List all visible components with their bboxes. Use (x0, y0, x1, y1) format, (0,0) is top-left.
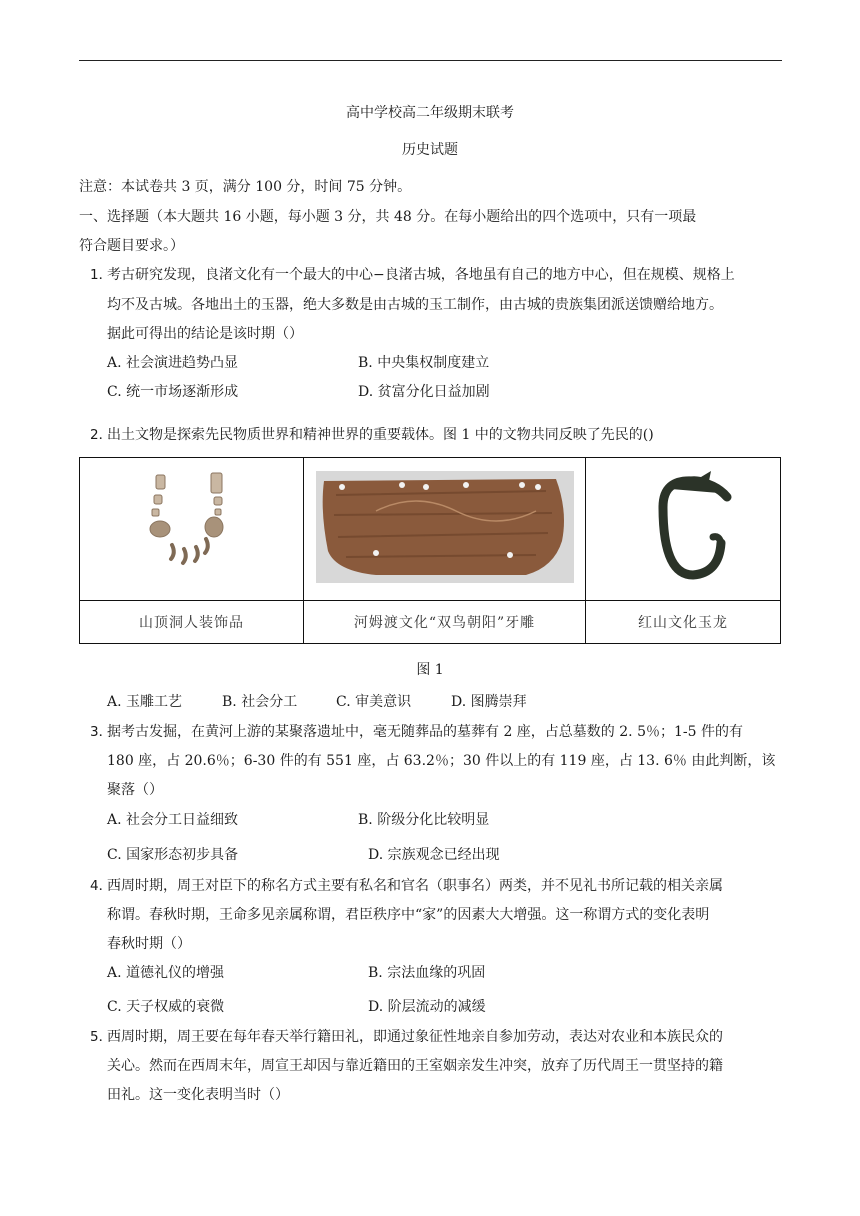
section-heading: 一、选择题（本大题共 16 小题，每小题 3 分，共 48 分。在每小题给出的四个选项中，只有一项最 (79, 209, 697, 225)
question-text: 春秋时期（） (107, 936, 191, 952)
ornament-beads-icon (132, 467, 252, 587)
artifact-caption: 河姆渡文化“双鸟朝阳”牙雕 (304, 601, 586, 644)
option-d: D. 阶层流动的减缓 (368, 999, 486, 1015)
figure-label: 图 1 (416, 662, 444, 678)
question-text: 据此可得出的结论是该时期（） (107, 326, 303, 342)
question-number: 2． (90, 427, 113, 443)
question-text: 均不及古城。各地出土的玉器，绝大多数是由古城的玉工制作，由古城的贵族集团派送馈赠给地方。 (107, 297, 723, 313)
option-a: A. 玉雕工艺 (107, 694, 183, 710)
option-d: D. 图腾崇拜 (451, 694, 527, 710)
notice-text: 注意：本试卷共 3 页，满分 100 分，时间 75 分钟。 (79, 179, 412, 195)
option-b: B. 阶级分化比较明显 (358, 812, 490, 828)
option-b: B. 中央集权制度建立 (358, 355, 490, 371)
option-c: C. 国家形态初步具备 (107, 847, 239, 863)
option-a: A. 社会演进趋势凸显 (107, 355, 239, 371)
artifact-table (79, 457, 781, 644)
question-text: 出土文物是探索先民物质世界和精神世界的重要载体。图 1 中的文物共同反映了先民的() (107, 427, 654, 443)
question-text: 西周时期，周王要在每年春天举行籍田礼，即通过象征性地亲自参加劳动，表达对农业和本族民众的 (107, 1029, 723, 1045)
option-d: D. 宗族观念已经出现 (368, 847, 500, 863)
question-text: 聚落（） (107, 782, 163, 798)
exam-title: 高中学校高二年级期末联考 (346, 105, 514, 121)
section-heading-cont: 符合题目要求。） (79, 238, 184, 254)
question-text: 据考古发掘，在黄河上游的某聚落遗址中，毫无随葬品的墓葬有 2 座，占总墓数的 2. 5％；1-5 件的有 (107, 724, 743, 740)
option-c: C. 统一市场逐渐形成 (107, 384, 239, 400)
question-text: 田礼。这一变化表明当时（） (107, 1087, 289, 1103)
exam-subject: 历史试题 (402, 142, 458, 158)
question-number: 4． (90, 878, 113, 894)
question-text: 称谓。春秋时期，王命多见亲属称谓，君臣秩序中“家”的因素大大增强。这一称谓方式的变化表明 (107, 907, 710, 923)
jade-dragon-icon (623, 467, 743, 587)
ivory-carving-icon (316, 471, 574, 583)
artifact-caption: 山顶洞人装饰品 (80, 601, 304, 644)
header-rule (79, 60, 782, 61)
option-c: C. 审美意识 (336, 694, 412, 710)
option-b: B. 社会分工 (222, 694, 298, 710)
question-text: 180 座，占 20.6％；6-30 件的有 551 座，占 63.2％；30 件以上的有 119 座，占 13. 6％ 由此判断，该 (107, 753, 776, 769)
artifact-image-jade-dragon (586, 458, 781, 601)
artifact-image-ornaments (80, 458, 304, 601)
option-a: A. 社会分工日益细致 (107, 812, 239, 828)
question-number: 1． (90, 267, 113, 283)
question-number: 5． (90, 1029, 113, 1045)
option-d: D. 贫富分化日益加剧 (358, 384, 490, 400)
artifact-caption: 红山文化玉龙 (586, 601, 781, 644)
option-a: A. 道德礼仪的增强 (107, 965, 225, 981)
question-number: 3． (90, 724, 113, 740)
question-text: 西周时期，周王对臣下的称名方式主要有私名和官名（职事名）两类，并不见礼书所记载的相关亲属 (107, 878, 723, 894)
artifact-image-ivory-carving (304, 458, 586, 601)
option-b: B. 宗法血缘的巩固 (368, 965, 486, 981)
question-text: 关心。然而在西周末年，周宣王却因与靠近籍田的王室姻亲发生冲突，放弃了历代周王一贯坚持的籍 (107, 1058, 723, 1074)
option-c: C. 天子权威的衰微 (107, 999, 225, 1015)
question-text: 考古研究发现，良渚文化有一个最大的中心−良渚古城，各地虽有自己的地方中心，但在规模、规格上 (107, 267, 735, 283)
